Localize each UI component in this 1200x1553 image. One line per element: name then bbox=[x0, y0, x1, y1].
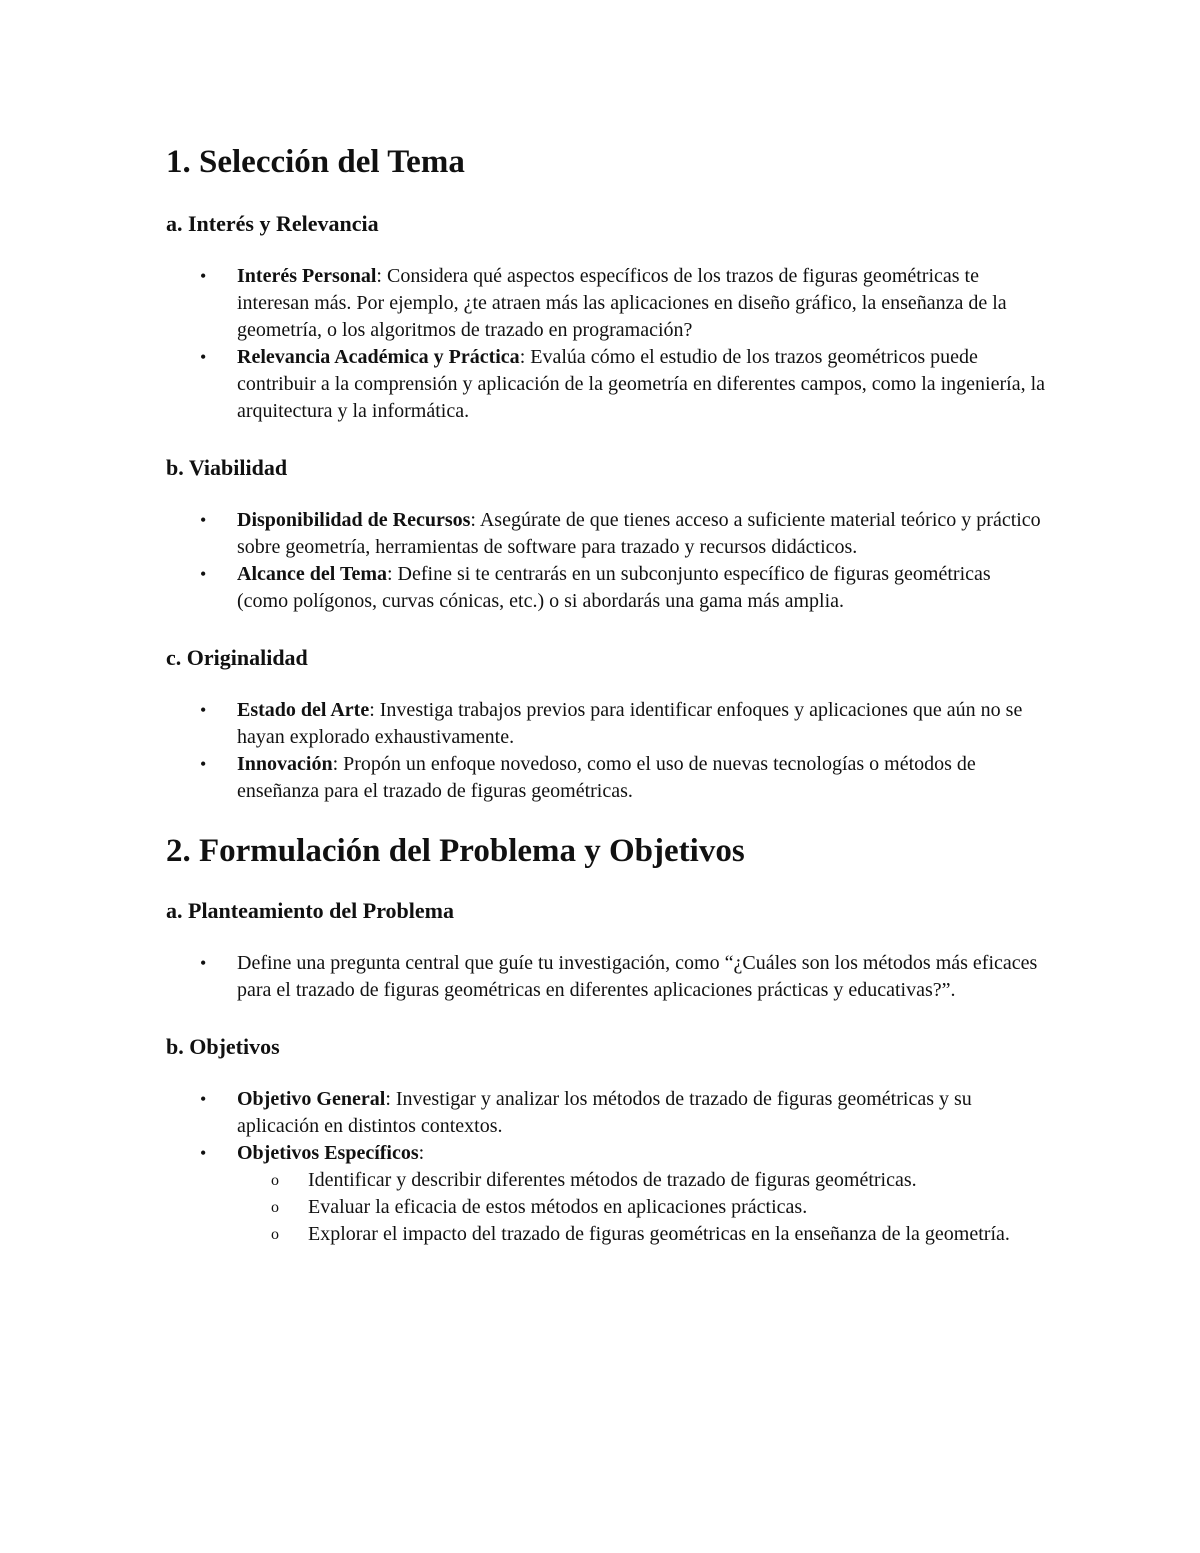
item-term: Estado del Arte bbox=[237, 699, 370, 721]
list-item bbox=[166, 263, 1046, 344]
subsection-1b-list bbox=[166, 507, 1046, 615]
sub-list-item bbox=[237, 1167, 1046, 1194]
item-term: Disponibilidad de Recursos bbox=[237, 509, 471, 531]
subsection-1c-heading: c. Originalidad bbox=[166, 645, 308, 670]
circle-bullet-icon: o bbox=[271, 1226, 279, 1243]
bullet-icon: • bbox=[200, 510, 207, 530]
section-1-heading: 1. Selección del Tema bbox=[166, 144, 465, 180]
sub-list-item bbox=[237, 1221, 1046, 1248]
list-item bbox=[166, 751, 1046, 805]
item-term: Interés Personal bbox=[237, 265, 377, 287]
bullet-icon: • bbox=[200, 1089, 207, 1109]
subsection-2a-heading: a. Planteamiento del Problema bbox=[166, 898, 454, 923]
list-item bbox=[166, 1086, 1046, 1140]
item-term: Innovación bbox=[237, 753, 333, 775]
bullet-icon: • bbox=[200, 347, 207, 367]
circle-bullet-icon: o bbox=[271, 1172, 279, 1189]
bullet-icon: • bbox=[200, 1143, 207, 1163]
sub-item-text: Evaluar la eficacia de estos métodos en aplicaciones prácticas. bbox=[308, 1196, 808, 1218]
subsection-2b-list bbox=[166, 1086, 1046, 1248]
bullet-icon: • bbox=[200, 700, 207, 720]
bullet-icon: • bbox=[200, 754, 207, 774]
subsection-2a-list bbox=[166, 950, 1046, 1004]
subsection-2b-heading: b. Objetivos bbox=[166, 1034, 280, 1059]
bullet-icon: • bbox=[200, 953, 207, 973]
bullet-icon: • bbox=[200, 564, 207, 584]
item-text: Define una pregunta central que guíe tu investigación, como “¿Cuáles son los métodos más eficaces para el trazado de figuras geométricas en diferentes aplicaciones prácticas y educativas?”. bbox=[237, 952, 1038, 1001]
subsection-1c-list bbox=[166, 697, 1046, 805]
document-content bbox=[166, 140, 1046, 1248]
sub-list-item bbox=[237, 1194, 1046, 1221]
item-text: : Investigar y analizar los métodos de trazado de figuras geométricas y su aplicación en distintos contextos. bbox=[237, 1088, 972, 1137]
list-item bbox=[166, 697, 1046, 751]
item-term: Relevancia Académica y Práctica bbox=[237, 346, 520, 368]
circle-bullet-icon: o bbox=[271, 1199, 279, 1216]
sub-item-text: Explorar el impacto del trazado de figuras geométricas en la enseñanza de la geometría. bbox=[308, 1223, 1010, 1245]
item-text: : Define si te centrarás en un subconjunto específico de figuras geométricas (como polígonos, curvas cónicas, etc.) o si abordarás una gama más amplia. bbox=[237, 563, 991, 612]
item-term: Alcance del Tema bbox=[237, 563, 387, 585]
item-text: : Considera qué aspectos específicos de los trazos de figuras geométricas te interesan más. Por ejemplo, ¿te atraen más las aplicaciones en diseño gráfico, la enseñanza de la geometría, o los algoritmos de trazado en programación? bbox=[237, 265, 1007, 341]
item-text: : bbox=[418, 1142, 425, 1164]
list-item bbox=[166, 1140, 1046, 1248]
item-term: Objetivos Específicos bbox=[237, 1142, 419, 1164]
item-term: Objetivo General bbox=[237, 1088, 386, 1110]
list-item bbox=[166, 344, 1046, 425]
subsection-1a-heading: a. Interés y Relevancia bbox=[166, 211, 379, 236]
item-text: : Asegúrate de que tienes acceso a suficiente material teórico y práctico sobre geometría, herramientas de software para trazado y recursos didácticos. bbox=[237, 509, 1041, 558]
subsection-1a-list bbox=[166, 263, 1046, 425]
item-text: : Investiga trabajos previos para identificar enfoques y aplicaciones que aún no se hayan explorado exhaustivamente. bbox=[237, 699, 1023, 748]
item-text: : Propón un enfoque novedoso, como el uso de nuevas tecnologías o métodos de enseñanza para el trazado de figuras geométricas. bbox=[237, 753, 976, 802]
item-text: : Evalúa cómo el estudio de los trazos geométricos puede contribuir a la comprensión y aplicación de la geometría en diferentes campos, como la ingeniería, la arquitectura y la informática. bbox=[237, 346, 1046, 422]
list-item bbox=[166, 507, 1046, 561]
list-item bbox=[166, 950, 1046, 1004]
subsection-1b-heading: b. Viabilidad bbox=[166, 455, 288, 480]
sub-item-text: Identificar y describir diferentes métodos de trazado de figuras geométricas. bbox=[308, 1169, 917, 1191]
section-2-heading: 2. Formulación del Problema y Objetivos bbox=[166, 833, 745, 869]
bullet-icon: • bbox=[200, 266, 207, 286]
list-item bbox=[166, 561, 1046, 615]
sub-list bbox=[237, 1167, 1046, 1248]
